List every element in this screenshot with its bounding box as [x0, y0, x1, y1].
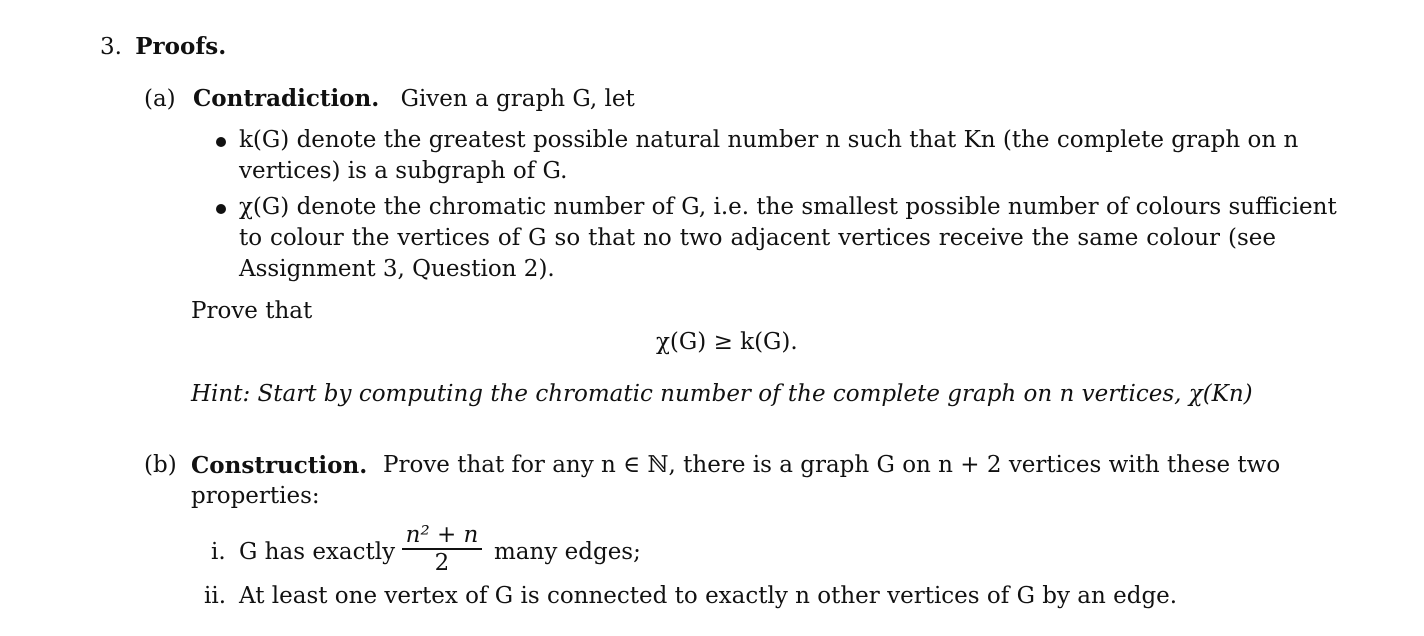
item-i-label: i.: [211, 539, 226, 565]
bullet-1-line-1: k(G) denote the greatest possible natural number n such that Kn (the complete graph on n: [239, 127, 1299, 153]
part-b-line-2: properties:: [191, 483, 320, 509]
item-ii-text: At least one vertex of G is connected to exactly n other vertices of G by an edge.: [239, 583, 1178, 609]
part-a-intro: Given a graph G, let: [400, 86, 635, 112]
bullet-point: [216, 137, 226, 147]
section-title: Proofs.: [135, 33, 227, 60]
prove-that-text: Prove that: [191, 298, 313, 324]
display-equation: χ(G) ≥ k(G).: [656, 329, 798, 355]
section-heading: [100, 33, 226, 60]
bullet-1-line-2: vertices) is a subgraph of G.: [239, 158, 568, 184]
part-a-heading: [144, 85, 635, 112]
bullet-point: [216, 204, 226, 214]
part-b-line-1: Prove that for any n ∈ ℕ, there is a graph G on n + 2 vertices with these two: [383, 452, 1281, 478]
part-b-label: (b): [144, 452, 177, 478]
bullet-2-line-2: to colour the vertices of G so that no two adjacent vertices receive the same colour (see: [239, 225, 1276, 251]
bullet-2-line-1: χ(G) denote the chromatic number of G, i.e. the smallest possible number of colours sufficient: [239, 194, 1337, 220]
part-a-label: (a): [144, 86, 176, 112]
fraction-numerator: n² + n: [405, 522, 479, 548]
section-number: 3.: [100, 34, 122, 60]
part-b-title: Construction.: [191, 452, 368, 479]
item-ii-label: ii.: [204, 583, 227, 609]
bullet-2-line-3: Assignment 3, Question 2).: [239, 256, 555, 282]
item-i-text-before: G has exactly: [239, 539, 396, 565]
part-a-title: Contradiction.: [192, 85, 380, 112]
hint-text: Hint: Start by computing the chromatic number of the complete graph on n vertices, χ(Kn): [191, 381, 1253, 407]
item-i-text-after: many edges;: [494, 539, 641, 565]
edge-count-fraction: [402, 522, 482, 576]
fraction-denominator: 2: [434, 549, 450, 576]
